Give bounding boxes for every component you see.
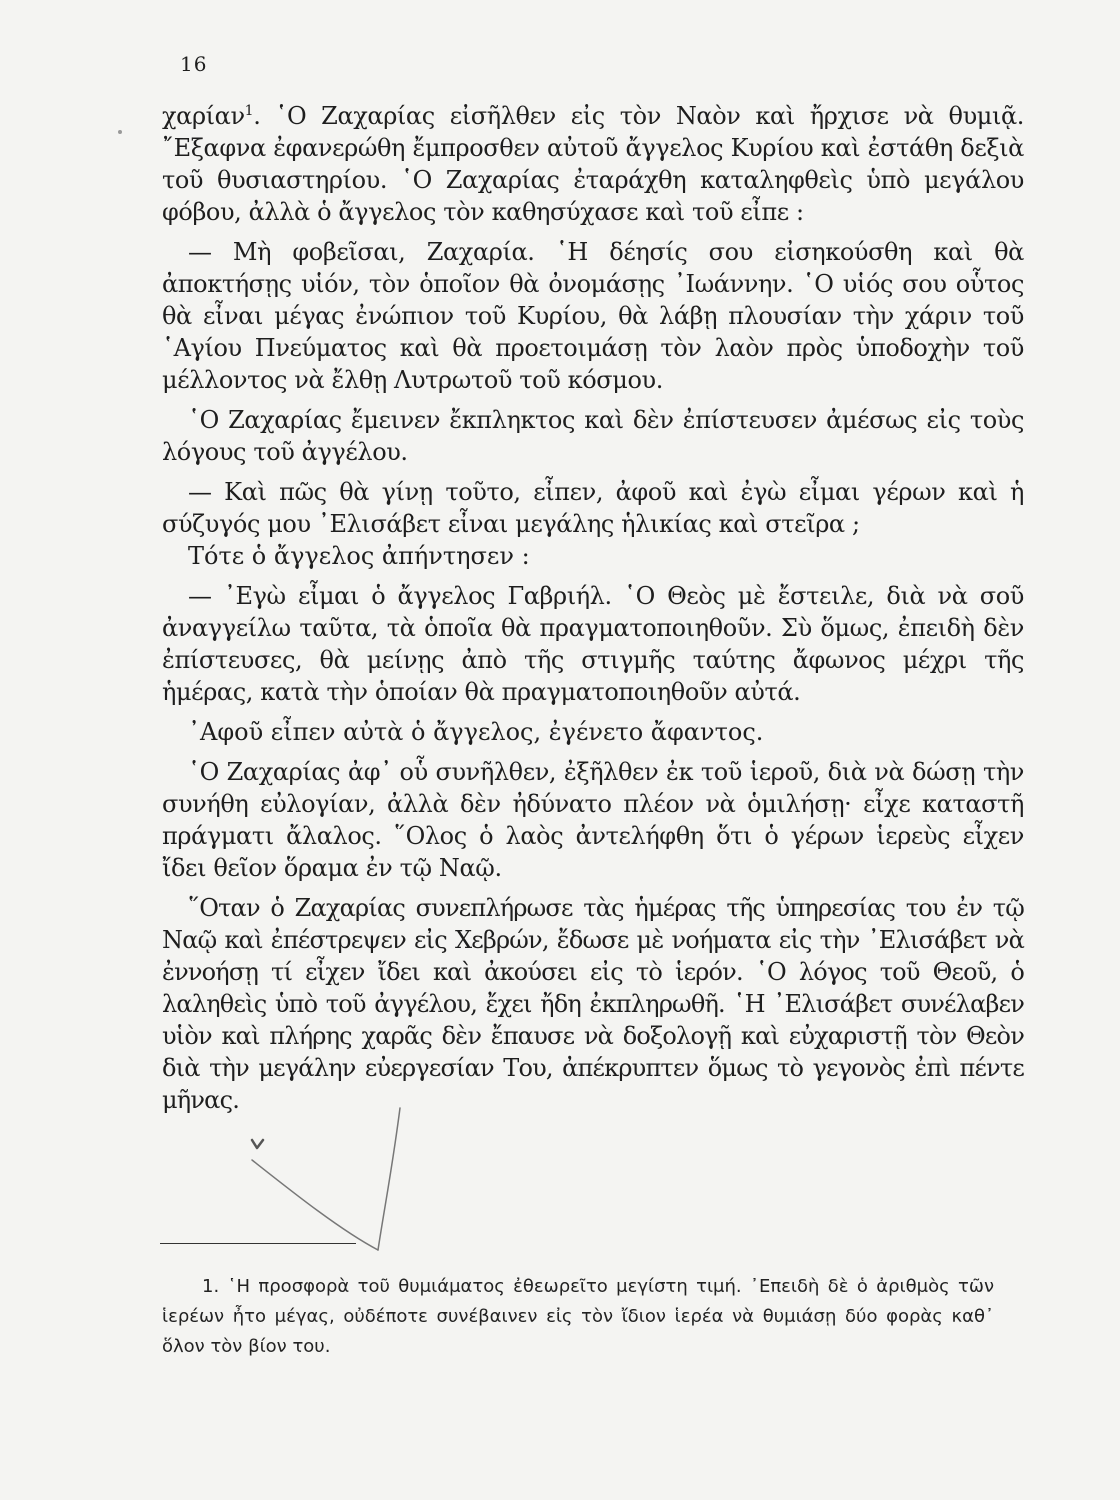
paragraph-9: ῞Οταν ὁ Ζαχαρίας συνεπλήρωσε τὰς ἡμέρας τῆς ὑπηρεσίας του ἐν τῷ Ναῷ καὶ ἐπέστρεψεν εἰς Χεβρών, ἔδωσε μὲ νοήματα εἰς τὴν ᾿Ελισάβετ νὰ ἐννοήσῃ τί εἶχεν ἴδει καὶ ἀκούσει εἰς τὸ ἱερόν. ῾Ο λόγος τοῦ Θεοῦ, ὁ λαληθεὶς ὑπὸ τοῦ ἀγγέλου, ἔχει ἤδη ἐκπληρωθῆ. ῾Η ᾿Ελισάβετ συνέλαβεν υἱὸν καὶ πλήρης χαρᾶς δὲν ἔπαυσε νὰ δοξολογῇ καὶ εὐχαριστῇ τὸν Θεὸν διὰ τὴν μεγάλην εὐεργεσίαν Του, ἀπέκρυπτεν ὅμως τὸ γεγονὸς ἐπὶ πέντε μῆνας. xyxy=(162,894,1024,1114)
paragraph-8: ῾Ο Ζαχαρίας ἀφ᾿ οὗ συνῆλθεν, ἐξῆλθεν ἐκ τοῦ ἱεροῦ, διὰ νὰ δώσῃ τὴν συνήθη εὐλογίαν, ἀλλὰ δὲν ἠδύνατο πλέον νὰ ὁμιλήσῃ· εἶχε καταστῆ πράγματι ἄλαλος. ῞Ολος ὁ λαὸς ἀντελήφθη ὅτι ὁ γέρων ἱερεὺς εἶχεν ἴδει θεῖον ὅραμα ἐν τῷ Ναῷ. xyxy=(162,758,1024,882)
paragraph-6: — ᾿Εγὼ εἶμαι ὁ ἄγγελος Γαβριήλ. ῾Ο Θεὸς μὲ ἔστειλε, διὰ νὰ σοῦ ἀναγγείλω ταῦτα, τὰ ὁποῖα θὰ πραγματοποιηθοῦν. Σὺ ὅμως, ἐπειδὴ δὲν ἐπίστευσες, θὰ μείνῃς ἀπὸ τῆς στιγμῆς ταύτης ἄφωνος μέχρι τῆς ἡμέρας, κατὰ τὴν ὁποίαν θὰ πραγματοποιηθοῦν αὐτά. xyxy=(162,582,1024,706)
footnote: 1. ῾Η προσφορὰ τοῦ θυμιάματος ἐθεωρεῖτο μεγίστη τιμή. ᾿Επειδὴ δὲ ὁ ἀριθμὸς τῶν ἱερέων ἦτο μέγας, οὐδέποτε συνέβαινεν εἰς τὸν ἴδιον ἱερέα νὰ θυμιάσῃ δύο φορὰς καθ᾿ ὅλον τὸν βίον του. xyxy=(162,1276,994,1357)
main-text-block xyxy=(162,100,1024,1116)
margin-dot xyxy=(118,130,122,134)
footnote-reference[interactable]: 1 xyxy=(244,103,254,119)
paragraph-4: — Καὶ πῶς θὰ γίνῃ τοῦτο, εἶπεν, ἀφοῦ καὶ ἐγὼ εἶμαι γέρων καὶ ἡ σύζυγός μου ᾿Ελισάβετ εἶναι μεγάλης ἡλικίας καὶ στεῖρα ; xyxy=(162,478,1024,538)
paragraph-5: Τότε ὁ ἄγγελος ἀπήντησεν : xyxy=(188,542,530,570)
paragraph-1-start: χαρίαν xyxy=(162,102,245,130)
paragraph-2: — Μὴ φοβεῖσαι, Ζαχαρία. ῾Η δέησίς σου εἰσηκούσθη καὶ θὰ ἀποκτήσῃς υἱόν, τὸν ὁποῖον θὰ ὀνομάσῃς ᾿Ιωάννην. ῾Ο υἱός σου οὗτος θὰ εἶναι μέγας ἐνώπιον τοῦ Κυρίου, θὰ λάβῃ πλουσίαν τὴν χάριν τοῦ ῾Αγίου Πνεύματος καὶ θὰ προετοιμάσῃ τὸν λαὸν πρὸς ὑποδοχὴν τοῦ μέλλοντος νὰ ἔλθῃ Λυτρωτοῦ τοῦ κόσμου. xyxy=(162,238,1024,394)
paragraph-1-rest: . ῾Ο Ζαχαρίας εἰσῆλθεν εἰς τὸν Ναὸν καὶ ἤρχισε νὰ θυμιᾷ. ῎Εξαφνα ἐφανερώθη ἔμπροσθεν αὐτοῦ ἄγγελος Κυρίου καὶ ἐστάθη δεξιὰ τοῦ θυσιαστηρίου. ῾Ο Ζαχαρίας ἐταράχθη καταληφθεὶς ὑπὸ μεγάλου φόβου, ἀλλὰ ὁ ἄγγελος τὸν καθησύχασε καὶ τοῦ εἶπε : xyxy=(162,102,1024,226)
footnote-divider xyxy=(160,1243,356,1244)
paragraph-3: ῾Ο Ζαχαρίας ἔμεινεν ἔκπληκτος καὶ δὲν ἐπίστευσεν ἀμέσως εἰς τοὺς λόγους τοῦ ἀγγέλου. xyxy=(162,406,1024,466)
paragraph-1 xyxy=(162,100,1024,228)
paragraph-7: ᾿Αφοῦ εἶπεν αὐτὰ ὁ ἄγγελος, ἐγένετο ἄφαντος. xyxy=(188,718,764,746)
page-number: 16 xyxy=(180,52,208,76)
pencil-checkmark-icon xyxy=(230,1100,410,1260)
